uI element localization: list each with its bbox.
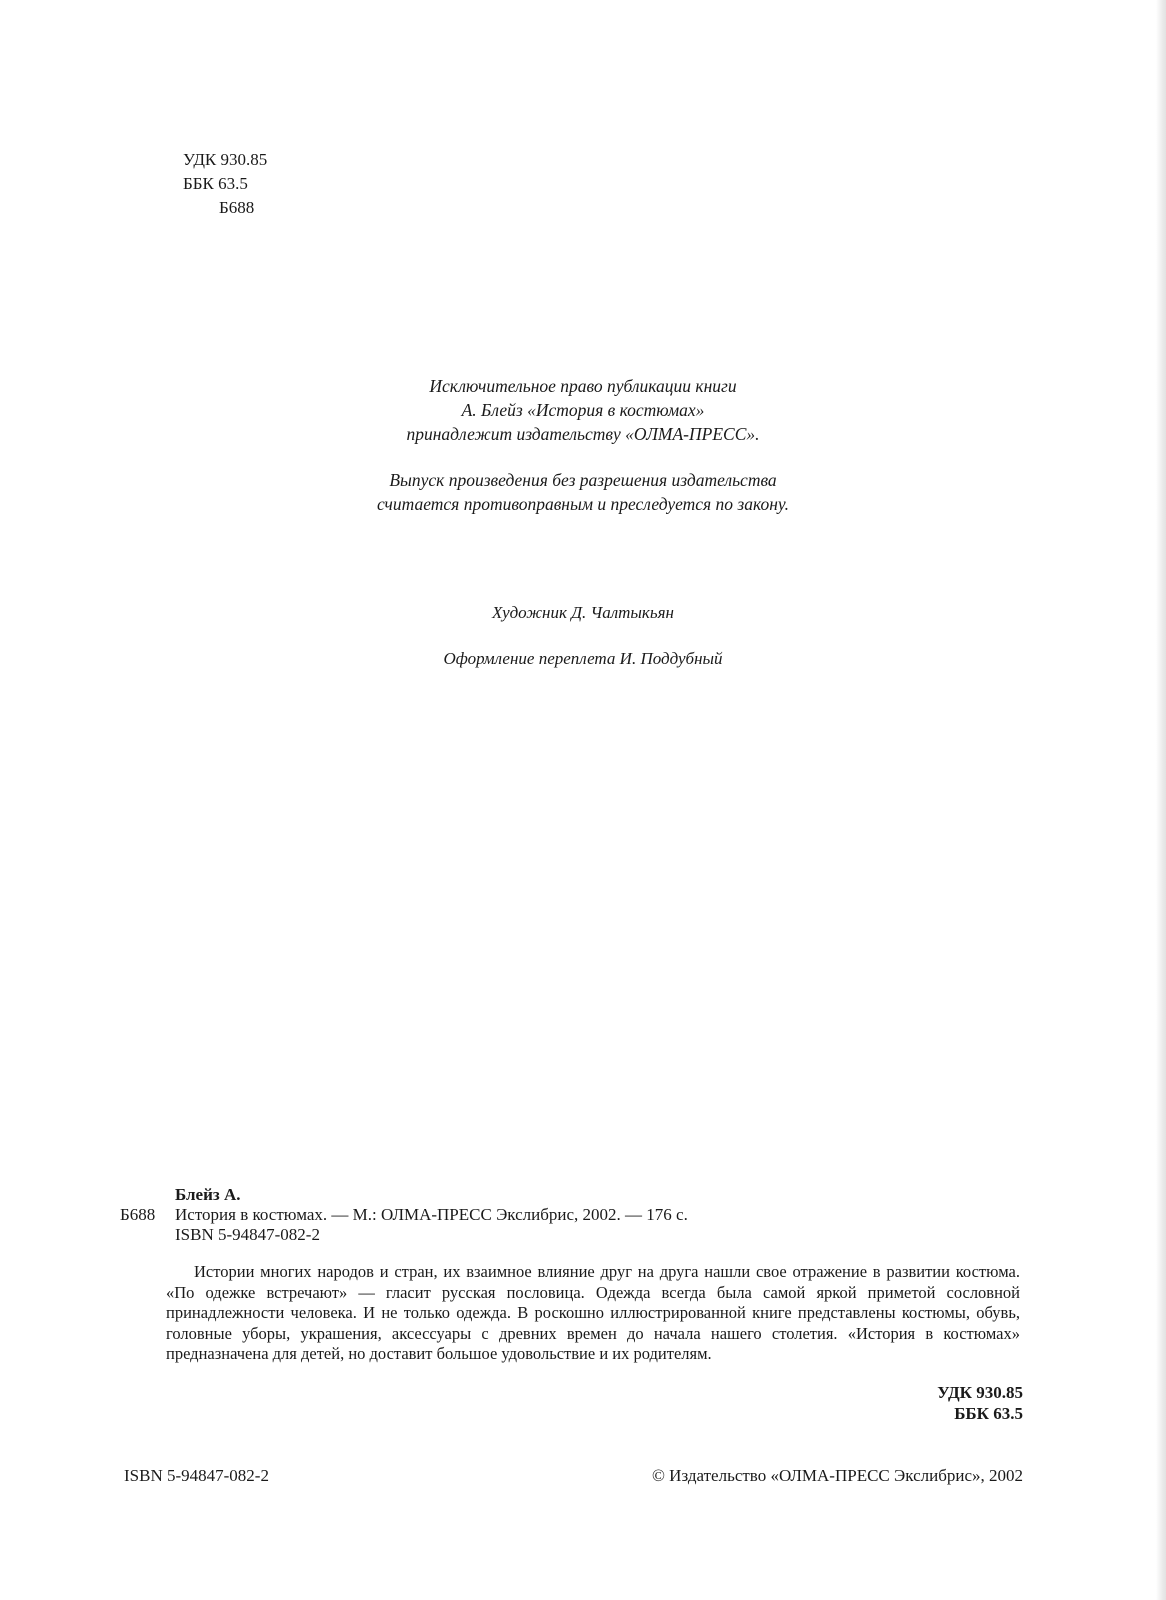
bibliographic-record xyxy=(120,1185,1040,1245)
rights-line: Исключительное право публикации книги xyxy=(429,376,737,396)
bbk-code: ББК 63.5 xyxy=(954,1404,1023,1423)
udk-code: УДК 930.85 xyxy=(937,1383,1023,1402)
bib-title-line: История в костюмах. — М.: ОЛМА-ПРЕСС Экслибрис, 2002. — 176 с. xyxy=(175,1205,688,1224)
artist-credit: Художник Д. Чалтыкьян xyxy=(492,603,674,622)
bib-code: Б688 xyxy=(120,1205,156,1224)
udk-code: УДК 930.85 xyxy=(183,150,268,169)
book-annotation: Истории многих народов и стран, их взаимное влияние друг на друга нашли свое отражение в развитии костюма. «По одежке встречают» — гласит русская пословица. Одежда всегда была самой яркой приметой сословной принадлежности человека. И не только одежда. В роскошно иллюстрированной книге представлены костюмы, обувь, головные уборы, украшения, аксессуары с древних времен до начала нашего столетия. «История в костюмах» предназначена для детей, но доставит большое удовольствие и их родителям. xyxy=(166,1262,1020,1363)
rights-notice xyxy=(283,374,883,516)
rights-line: А. Блейз «История в костюмах» xyxy=(461,400,705,420)
page-edge-shadow xyxy=(1156,0,1166,1600)
footer-isbn: ISBN 5-94847-082-2 xyxy=(124,1466,269,1485)
binding-design-credit: Оформление переплета И. Поддубный xyxy=(443,649,723,668)
bbk-code: ББК 63.5 xyxy=(183,174,248,193)
bottom-classification xyxy=(937,1382,1023,1424)
credits xyxy=(283,601,883,671)
author-name: Блейз А. xyxy=(175,1185,241,1204)
bib-isbn: ISBN 5-94847-082-2 xyxy=(175,1225,320,1244)
rights-line: принадлежит издательству «ОЛМА-ПРЕСС». xyxy=(406,424,760,444)
top-classification xyxy=(183,148,267,220)
legal-warning-line: Выпуск произведения без разрешения издательства xyxy=(389,470,777,490)
copyright-notice: © Издательство «ОЛМА-ПРЕСС Экслибрис», 2002 xyxy=(652,1466,1023,1485)
author-mark-code: Б688 xyxy=(219,198,255,217)
legal-warning-line: считается противоправным и преследуется по закону. xyxy=(377,494,789,514)
